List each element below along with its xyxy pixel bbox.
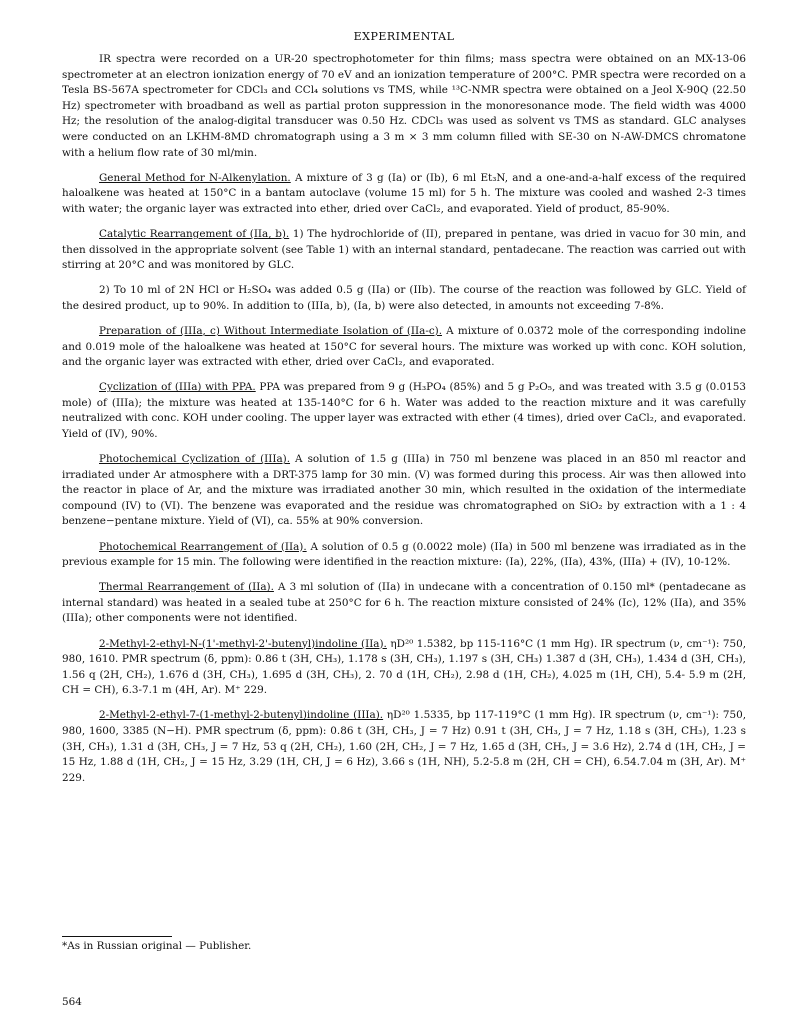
paragraph-preparation-iiia-c (62, 324, 746, 371)
paragraph-text: A mixture of 0.0372 mole of the corresponding indoline and 0.019 mole of the haloalkene was heated at 150°C for several hours. The mixture was worked up with conc. KOH solution, and the organic layer was extracted with ether, dried over CaCl₂, and evaporated. (62, 324, 746, 369)
paragraph-text: A 3 ml solution of (IIa) in undecane with a concentration of 0.150 ml* (pentadecane as internal standard) was heated in a sealed tube at 250°C for 6 h. The reaction mixture consisted of 24% (Ic), 12% (IIa), and 35% (IIIa); other components were not identified. (62, 581, 746, 625)
paragraph-title: Photochemical Cyclization of (IIIa). (99, 453, 291, 466)
paragraph-text: 2) To 10 ml of 2N HCl or H₂SO₄ was added 0.5 g (IIa) or (IIb). The course of the reaction was followed by GLC. Yield of the desired product, up to 90%. In addition to (IIIa, b), (Ia, b) were also detected, in amounts not exceeding 7-8%. (62, 284, 746, 312)
paragraph-acid-rearrangement (62, 283, 746, 314)
paragraph-title: General Method for N-Alkenylation. (99, 171, 291, 184)
paragraph-photochemical-cyclization (62, 452, 746, 530)
paragraph-text: A solution of 1.5 g (IIIa) in 750 ml benzene was placed in an 850 ml reactor and irradiated under Ar atmosphere with a DRT-375 lamp for 30 min. (V) was formed during this process. Air was then allowed into the reactor in place of Ar, and the mixture was irradiated another 30 min, which resulted in the oxidation of the intermediate compound (IV) to (VI). The benzene was evaporated and the residue was chromatographed on SiO₂ by extraction with a 1 : 4 benzene−pentane mixture. Yield of (VI), ca. 55% at 90% conversion. (62, 453, 746, 528)
footnote-text: *As in Russian original — Publisher. (62, 940, 252, 952)
footnote-divider (62, 936, 172, 937)
paragraph-title: 2-Methyl-2-ethyl-N-(1'-methyl-2'-butenyl)indoline (IIa). (99, 637, 387, 650)
paragraph-title: Cyclization of (IIIa) with PPA. (99, 381, 256, 394)
paragraph-text: A mixture of 3 g (Ia) or (Ib), 6 ml Et₃N, and a one-and-a-half excess of the required haloalkene was heated at 150°C in a bantam autoclave (volume 15 ml) for 5 h. The mixture was cooled and washed 2-3 times with water; the organic layer was extracted into ether, dried over CaCl₂, and evaporated. Yield of product, 85-90%. (62, 171, 746, 215)
paragraph-text: PPA was prepared from 9 g (H₃PO₄ (85%) and 5 g P₂O₅, and was treated with 3.5 g (0.0153 mole) of (IIIa); the mixture was heated at 135-140°C for 6 h. Water was added to the reaction mixture and it was carefully neutralized with conc. KOH under cooling. The upper layer was extracted with ether (4 times), dried over CaCl₂, and evaporated. Yield of (IV), 90%. (62, 381, 747, 440)
footnote (62, 936, 362, 952)
section-heading: EXPERIMENTAL (353, 30, 455, 43)
paragraph-title: Photochemical Rearrangement of (IIa). (99, 540, 307, 553)
paragraph-n-alkenylation (62, 171, 746, 218)
paragraph-text: ηD²⁰ 1.5382, bp 115-116°C (1 mm Hg). IR spectrum (ν, cm⁻¹): 750, 980, 1610. PMR spectrum (δ, ppm): 0.86 t (3H, CH₃), 1.178 s (3H, CH₃), 1.197 s (3H, CH₃) 1.387 d (3H, CH₃), 1.434 d (3H, CH₃), 1.56 q (2H, CH₂), 1.676 d (3H, CH₃), 1.695 d (3H, CH₃), 2. 70 d (1H, CH₂), 2.98 d (1H, CH₂), 4.025 m (1H, CH), 5.4- 5.9 m (2H, CH = CH), 6.3-7.1 m (4H, Ar). M⁺ 229. (62, 637, 746, 697)
paragraph-thermal-rearrangement (62, 580, 746, 627)
paragraph-catalytic-rearrangement (62, 227, 746, 274)
paragraph-text: A solution of 0.5 g (0.0022 mole) (IIa) in 500 ml benzene was irradiated as in the previous example for 15 min. The following were identified in the reaction mixture: (Ia), 22%, (IIa), 43%, (IIIa) + (IV), 10-12%. (62, 540, 746, 569)
page-number: 564 (62, 996, 82, 1008)
paragraph-compound-iia (62, 637, 746, 699)
paragraph-compound-iiia (62, 708, 746, 786)
paragraph-instruments (62, 52, 746, 161)
paragraph-title: 2-Methyl-2-ethyl-7-(1-methyl-2-butenyl)indoline (IIIa). (99, 709, 384, 722)
paragraph-text: 1) The hydrochloride of (II), prepared in pentane, was dried in vacuo for 30 min, and then dissolved in the appropriate solvent (see Table 1) with an internal standard, pentadecane. The reaction was carried out with stirring at 20°C and was monitored by GLC. (62, 227, 746, 272)
paragraph-title: Thermal Rearrangement of (IIa). (99, 581, 274, 594)
paragraph-text: ηD²⁰ 1.5335, bp 117-119°C (1 mm Hg). IR spectrum (ν, cm⁻¹): 750, 980, 1600, 3385 (N−H). PMR spectrum (δ, ppm): 0.86 t (3H, CH₃, J = 7 Hz) 0.91 t (3H, CH₃, J = 7 Hz, 1.18 s (3H, CH₃), 1.23 s (3H, CH₃), 1.31 d (3H, CH₃, J = 7 Hz, 53 q (2H, CH₂), 1.60 (2H, CH₂, J = 7 Hz, 1.65 d (3H, CH₃, J = 3.6 Hz), 2.74 d (1H, CH₂, J = 15 Hz, 1.88 d (1H, CH₂, J = 15 Hz, 3.29 (1H, CH, J = 6 Hz), 3.66 s (1H, NH), 5.2-5.8 m (2H, CH = CH), 6.54.7.04 m (3H, Ar). M⁺ 229. (62, 709, 746, 784)
paragraph-title: Preparation of (IIIa, c) Without Intermediate Isolation of (IIa-c). (99, 324, 443, 337)
paragraph-cyclization-ppa (62, 380, 746, 442)
body-text (62, 52, 746, 796)
paragraph-text: IR spectra were recorded on a UR-20 spectrophotometer for thin films; mass spectra were obtained on an MX-13-06 spectrometer at an electron ionization energy of 70 eV and an ionization temperature of 200°C. PMR spectra were recorded on a Tesla BS-567A spectrometer for CDCl₃ and CCl₄ solutions vs TMS, while ¹³C-NMR spectra were obtained on a Jeol X-90Q (22.50 Hz) spectrometer with broadband as well as partial proton suppression in the monoresonance mode. The field width was 4000 Hz; the resolution of the analog-digital transducer was 0.50 Hz. CDCl₃ was used as solvent vs TMS as standard. GLC analyses were conducted on an LKHM-8MD chromatograph using a 3 m × 3 mm column filled with SE-30 on N-AW-DMCS chromatone with a helium flow rate of 30 ml/min. (62, 53, 746, 159)
paragraph-photochemical-rearrangement (62, 540, 746, 571)
paragraph-title: Catalytic Rearrangement of (IIa, b). (99, 227, 290, 240)
